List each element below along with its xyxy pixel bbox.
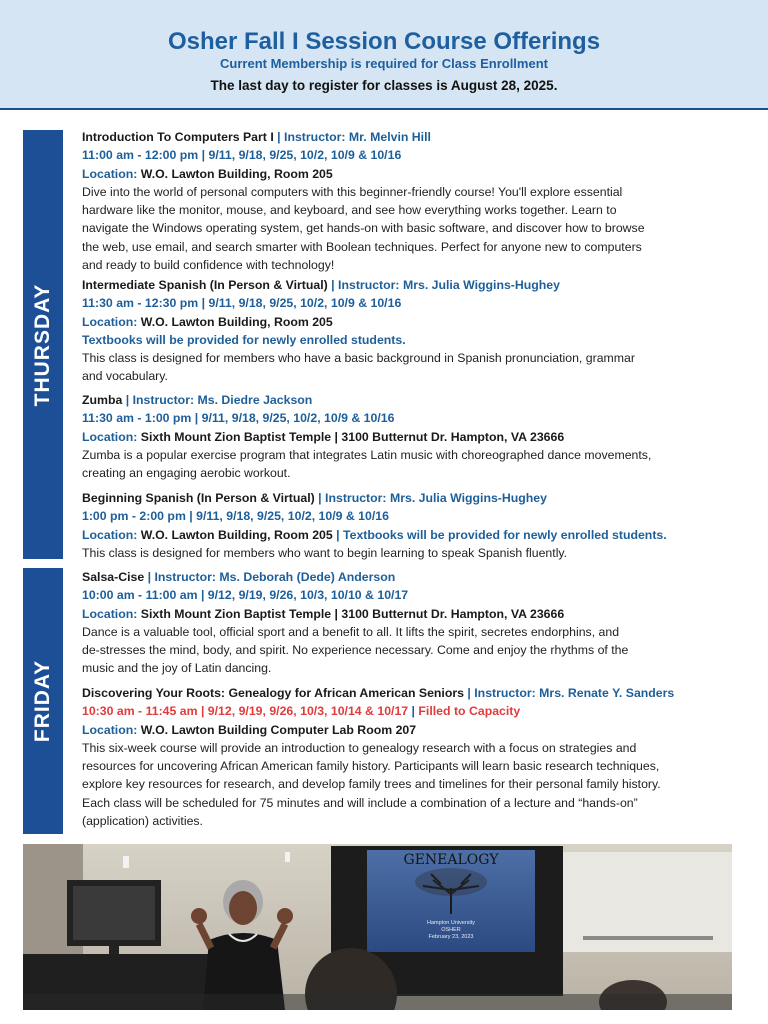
- course-instructor: Instructor: Ms. Deborah (Dede) Anderson: [154, 570, 396, 584]
- day-label-thursday: THURSDAY: [31, 283, 54, 406]
- page-title: Osher Fall I Session Course Offerings: [167, 28, 601, 55]
- course-schedule: 11:00 am - 12:00 pm | 9/11, 9/18, 9/25, 10/2, 10/9 & 10/16: [82, 148, 402, 163]
- course-title: Discovering Your Roots: Genealogy for African American Seniors: [82, 686, 464, 700]
- page-header: [0, 0, 768, 110]
- slide-line: February 23, 2023: [428, 934, 474, 940]
- day-band-friday: [23, 568, 63, 834]
- course-title: Beginning Spanish (In Person & Virtual): [82, 491, 315, 505]
- capacity-status: Filled to Capacity: [418, 704, 521, 719]
- course-description: Dance is a valuable tool, official sport and a benefit to all. It lifts the spirit, secretes endorphins, and de-stresses the mind, body, and spirit. No experience necessary. Come and enjoy the rhythms of the music and the joy of Latin dancing.: [82, 624, 629, 676]
- course-location: W.O. Lawton Building, Room 205: [140, 166, 333, 181]
- textbook-note: Textbooks will be provided for newly enrolled students.: [343, 527, 667, 542]
- course-description: Dive into the world of personal computers with this beginner-friendly course! You'll explore essential hardware like the monitor, mouse, and keyboard, and see how everything works together. Learn to navigate the Windows operating system, get hands-on with basic software, and discover how to browse the web, use email, and search smarter with Boolean techniques. Perfect for anyone new to computers and ready to build confidence with technology!: [82, 184, 645, 273]
- course-schedule: 11:30 am - 1:00 pm | 9/11, 9/18, 9/25, 10/2, 10/9 & 10/16: [82, 411, 395, 426]
- course-instructor: Instructor: Mrs. Julia Wiggins-Hughey: [338, 278, 560, 292]
- course-schedule: 1:00 pm - 2:00 pm | 9/11, 9/18, 9/25, 10/2, 10/9 & 10/16: [82, 509, 389, 524]
- slide-title: GENEALOGY: [403, 852, 499, 868]
- course-title: Intermediate Spanish (In Person & Virtual): [82, 278, 328, 292]
- course-location: W.O. Lawton Building, Room 205: [140, 527, 333, 542]
- location-label: Location:: [82, 314, 138, 329]
- course-instructor: Instructor: Mr. Melvin Hill: [284, 130, 431, 144]
- course-genealogy: Discovering Your Roots: Genealogy for African American Seniors | Instructor: Mrs. Renate Y. Sanders 10:30 am - 11:45 am | 9/12, 9/19, 9/26, 10/3, 10/14 & 10/17 | Filled to Capacity Location: W.O. Lawton Building Computer Lab Room 207 This six-week course will provide an introduction to genealogy research with a focus on strategies and resources for uncovering African American family history. Participants will learn basic research techniques, explore key resources for research, and develop family trees and timelines for their personal family history. Each class will be scheduled for 75 minutes and will include a combination of a lecture and “hands-on” (application) activities.: [82, 684, 748, 830]
- course-instructor: Instructor: Mrs. Renate Y. Sanders: [474, 686, 675, 700]
- course-title: Zumba: [82, 393, 123, 407]
- course-location: Sixth Mount Zion Baptist Temple | 3100 Butternut Dr. Hampton, VA 23666: [140, 606, 565, 621]
- course-location: W.O. Lawton Building, Room 205: [140, 314, 333, 329]
- location-label: Location:: [82, 527, 138, 542]
- course-intermediate-spanish: Intermediate Spanish (In Person & Virtual) | Instructor: Mrs. Julia Wiggins-Hughey 11:30 am - 12:30 pm | 9/11, 9/18, 9/25, 10/2, 10/9 & 10/16 Location: W.O. Lawton Building, Room 205 Textbooks will be provided for newly enrolled students. This class is designed for members who have a basic background in Spanish pronunciation, grammar and vocabulary.: [82, 276, 748, 386]
- course-schedule: 11:30 am - 12:30 pm | 9/11, 9/18, 9/25, 10/2, 10/9 & 10/16: [82, 296, 402, 311]
- location-label: Location:: [82, 429, 138, 444]
- course-description: This class is designed for members who want to begin learning to speak Spanish fluently.: [82, 545, 568, 560]
- presenter-face: [229, 891, 257, 925]
- course-description: This six-week course will provide an introduction to genealogy research with a focus on strategies and resources for uncovering African American family history. Participants will learn basic research techniques, explore key resources for research, and develop family trees and timelines for their personal family history. Each class will be scheduled for 75 minutes and will include a combination of a lecture and “hands-on” (application) activities.: [82, 740, 661, 829]
- course-title: Salsa-Cise: [82, 570, 145, 584]
- course-location: Sixth Mount Zion Baptist Temple | 3100 Butternut Dr. Hampton, VA 23666: [140, 429, 565, 444]
- membership-notice: Current Membership is required for Class Enrollment: [220, 56, 548, 71]
- course-description: This class is designed for members who have a basic background in Spanish pronunciation, grammar and vocabulary.: [82, 351, 635, 384]
- registration-deadline: The last day to register for classes is August 28, 2025.: [210, 78, 558, 93]
- location-label: Location:: [82, 166, 138, 181]
- course-beginning-spanish: Beginning Spanish (In Person & Virtual) | Instructor: Mrs. Julia Wiggins-Hughey 1:00 pm - 2:00 pm | 9/11, 9/18, 9/25, 10/2, 10/9 & 10/16 Location: W.O. Lawton Building, Room 205 | Textbooks will be provided for newly enrolled students. This class is designed for members who want to begin learning to speak Spanish fluently.: [82, 489, 748, 562]
- classroom-illustration: [23, 844, 732, 1010]
- course-title: Introduction To Computers Part I: [82, 130, 274, 144]
- course-salsa-cise: Salsa-Cise | Instructor: Ms. Deborah (Dede) Anderson 10:00 am - 11:00 am | 9/12, 9/19, 9/26, 10/3, 10/10 & 10/17 Location: Sixth Mount Zion Baptist Temple | 3100 Butternut Dr. Hampton, VA 23666 Dance is a valuable tool, official sport and a benefit to all. It lifts the spirit, secretes endorphins, and de-stresses the mind, body, and spirit. No experience necessary. Come and enjoy the rhythms of the music and the joy of Latin dancing.: [82, 568, 748, 678]
- course-zumba: Zumba | Instructor: Ms. Diedre Jackson 11:30 am - 1:00 pm | 9/11, 9/18, 9/25, 10/2, 10/9 & 10/16 Location: Sixth Mount Zion Baptist Temple | 3100 Butternut Dr. Hampton, VA 23666 Zumba is a popular exercise program that integrates Latin music with choreographed dance movements, creating an engaging aerobic workout.: [82, 391, 748, 482]
- course-instructor: Instructor: Ms. Diedre Jackson: [132, 393, 313, 407]
- slide-line: Hampton University: [427, 920, 475, 926]
- course-location: W.O. Lawton Building Computer Lab Room 207: [140, 722, 417, 737]
- location-label: Location:: [82, 606, 138, 621]
- location-label: Location:: [82, 722, 138, 737]
- course-description: Zumba is a popular exercise program that integrates Latin music with choreographed dance movements, creating an engaging aerobic workout.: [82, 447, 652, 481]
- textbook-note: Textbooks will be provided for newly enrolled students.: [82, 332, 406, 347]
- day-band-thursday: [23, 130, 63, 559]
- course-instructor: Instructor: Mrs. Julia Wiggins-Hughey: [325, 491, 547, 505]
- course-schedule: 10:30 am - 11:45 am | 9/12, 9/19, 9/26, 10/3, 10/14 & 10/17: [82, 704, 409, 719]
- slide-line: OSHER: [441, 927, 461, 933]
- day-label-friday: FRIDAY: [31, 659, 54, 743]
- course-intro-computers: Introduction To Computers Part I | Instructor: Mr. Melvin Hill 11:00 am - 12:00 pm | 9/11, 9/18, 9/25, 10/2, 10/9 & 10/16 Location: W.O. Lawton Building, Room 205 Dive into the world of personal computers with this beginner-friendly course! You'll explore essential hardware like the monitor, mouse, and keyboard, and see how everything works together. Learn to navigate the Windows operating system, get hands-on with basic software, and discover how to browse the web, use email, and search smarter with Boolean techniques. Perfect for anyone new to computers and ready to build confidence with technology!: [82, 128, 748, 274]
- course-schedule: 10:00 am - 11:00 am | 9/12, 9/19, 9/26, 10/3, 10/10 & 10/17: [82, 588, 409, 603]
- classroom-photo: [23, 844, 732, 1010]
